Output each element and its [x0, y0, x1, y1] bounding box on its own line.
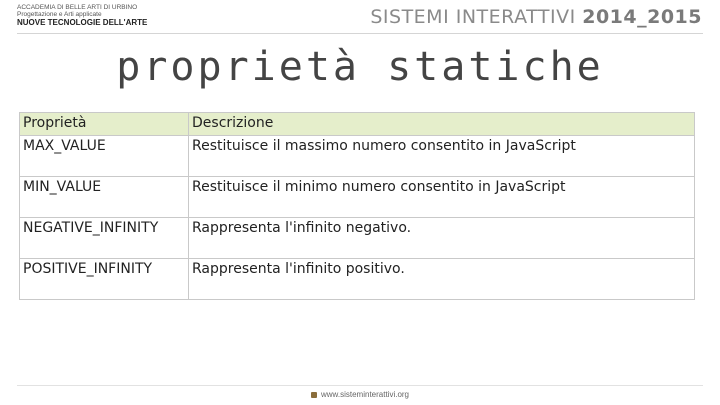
column-header-property: Proprietà	[20, 113, 189, 136]
course-year: 2014_2015	[582, 6, 702, 28]
table-row	[20, 136, 695, 177]
institution-program: NUOVE TECNOLOGIE DELL'ARTE	[17, 18, 148, 27]
header-divider	[17, 33, 703, 34]
property-description: Rappresenta l'infinito positivo.	[189, 259, 695, 300]
property-name: MAX_VALUE	[20, 136, 189, 177]
property-name: MIN_VALUE	[20, 177, 189, 218]
footer-logo-icon	[311, 392, 317, 398]
institution-name: ACCADEMIA DI BELLE ARTI DI URBINO	[17, 4, 138, 11]
property-name: POSITIVE_INFINITY	[20, 259, 189, 300]
property-description: Rappresenta l'infinito negativo.	[189, 218, 695, 259]
table-row	[20, 259, 695, 300]
course-title: SISTEMI INTERATTIVI	[370, 6, 576, 28]
slide-title: proprietà statiche	[116, 44, 604, 90]
slide-footer	[0, 390, 720, 399]
footer-url[interactable]: www.sisteminterattivi.org	[320, 390, 410, 399]
property-name: NEGATIVE_INFINITY	[20, 218, 189, 259]
table-header-row	[20, 113, 695, 136]
course-label	[370, 6, 702, 28]
institution-block	[17, 5, 147, 27]
footer-divider	[17, 385, 703, 386]
table-row	[20, 218, 695, 259]
slide-header	[0, 0, 720, 36]
institution-department: Progettazione e Arti applicate	[17, 10, 102, 18]
property-description: Restituisce il minimo numero consentito in JavaScript	[189, 177, 695, 218]
property-description: Restituisce il massimo numero consentito in JavaScript	[189, 136, 695, 177]
properties-table	[19, 112, 695, 300]
table-row	[20, 177, 695, 218]
column-header-description: Descrizione	[189, 113, 695, 136]
